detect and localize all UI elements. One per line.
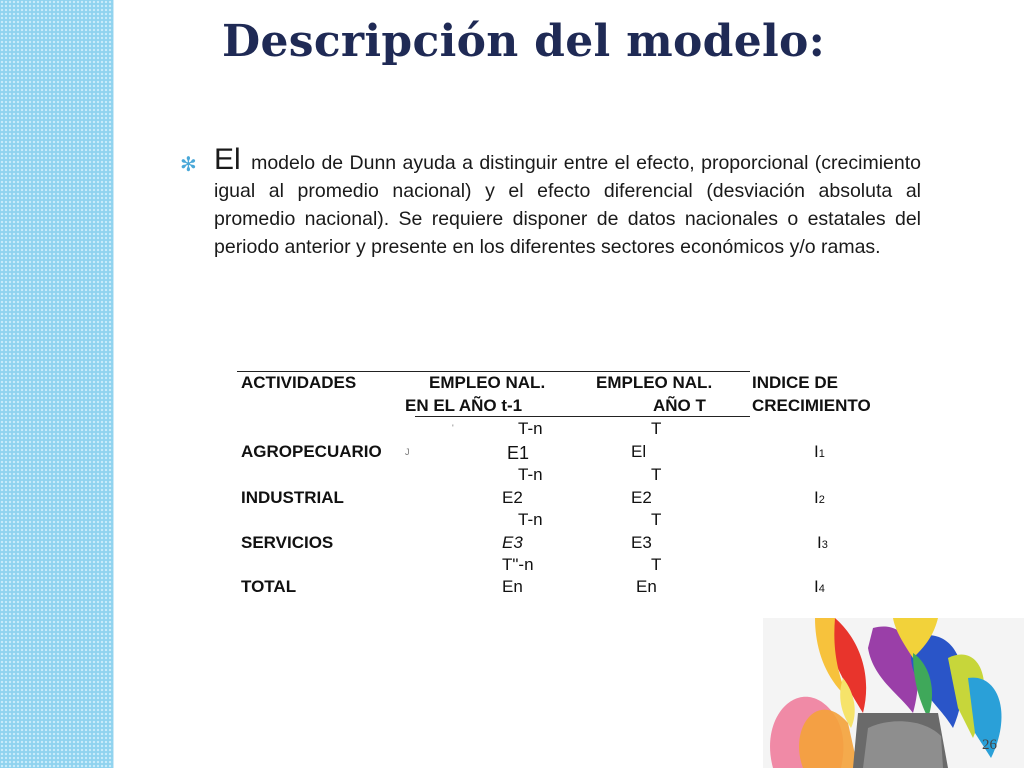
superscript-prev: T-n	[518, 419, 543, 438]
bullet-icon: ✻	[180, 154, 197, 176]
index-letter: I	[814, 442, 819, 461]
growth-index	[814, 442, 825, 462]
slide-title: Descripción del modelo:	[222, 16, 826, 67]
header-empleo-curr-line1: EMPLEO NAL.	[596, 373, 713, 392]
superscript-curr: T	[651, 555, 662, 574]
superscript-prev: T-n	[518, 465, 543, 484]
superscript-prev: T"-n	[502, 555, 534, 574]
employment-prev: E1	[507, 443, 530, 463]
table-header-rule	[415, 416, 750, 417]
header-indice-line1: INDICE DE	[752, 373, 838, 392]
employment-prev: En	[502, 577, 523, 596]
header-indice-line2: CRECIMIENTO	[752, 396, 871, 415]
header-empleo-prev-line2: EN EL AÑO t-1	[405, 396, 523, 415]
activity-label: AGROPECUARIO	[241, 442, 382, 461]
index-letter: I	[817, 533, 822, 552]
employment-prev: E2	[502, 488, 523, 507]
employment-curr: E3	[631, 533, 652, 552]
header-empleo-curr-line2: AÑO T	[653, 396, 706, 415]
index-subscript: 4	[818, 583, 825, 595]
header-empleo-prev-line1: EMPLEO NAL.	[429, 373, 546, 392]
scan-mark: J	[405, 447, 410, 457]
page-number: 26	[982, 737, 997, 753]
index-subscript: 3	[821, 539, 828, 551]
side-band-edge	[113, 0, 114, 768]
header-actividades: ACTIVIDADES	[241, 373, 357, 392]
growth-index	[817, 533, 828, 553]
table-top-rule	[237, 371, 750, 372]
superscript-prev: T-n	[518, 510, 543, 529]
index-subscript: 1	[818, 448, 825, 460]
index-letter: I	[814, 577, 819, 596]
employment-curr: En	[636, 577, 657, 596]
scan-mark: '	[452, 423, 454, 433]
growth-index	[814, 488, 825, 508]
paragraph-first-word: El	[214, 143, 241, 176]
index-letter: I	[814, 488, 819, 507]
employment-curr: El	[631, 442, 647, 461]
decorative-side-band	[0, 0, 113, 768]
body-paragraph	[214, 143, 922, 261]
index-subscript: 2	[818, 494, 825, 506]
activity-label: INDUSTRIAL	[241, 488, 344, 507]
activity-label: SERVICIOS	[241, 533, 334, 552]
superscript-curr: T	[651, 419, 662, 438]
growth-index	[814, 577, 825, 597]
employment-curr: E2	[631, 488, 652, 507]
superscript-curr: T	[651, 465, 662, 484]
paragraph-text: modelo de Dunn ayuda a distinguir entre el efecto, proporcional (crecimiento igual al promedio nacional) y el efecto diferencial (desviación absoluta al promedio nacional). Se requiere disponer de datos nacionales o estatales del periodo anterior y presente en los diferentes sectores económicos y/o ramas.	[214, 152, 922, 258]
activity-label: TOTAL	[241, 577, 297, 596]
superscript-curr: T	[651, 510, 662, 529]
employment-prev: E3	[502, 533, 523, 552]
